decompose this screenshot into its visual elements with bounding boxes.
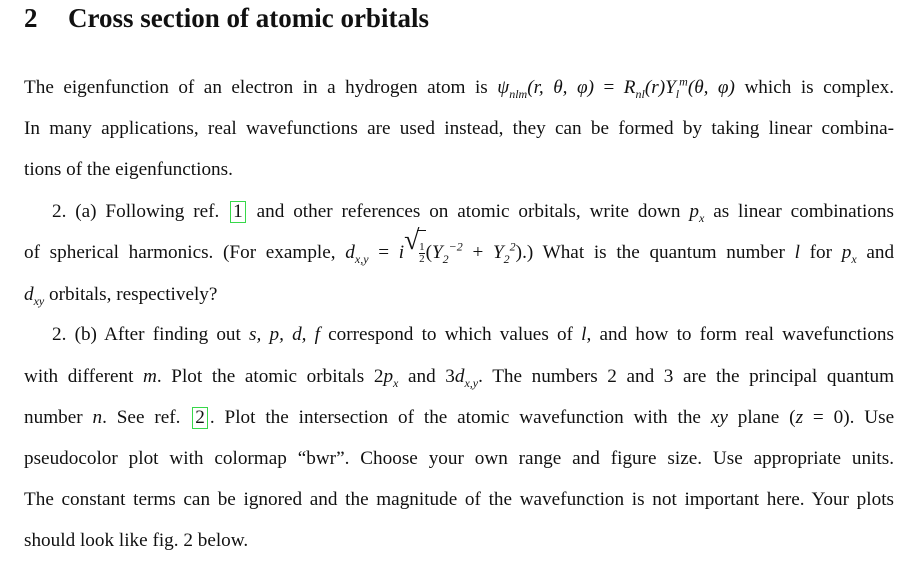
math-dxy-example: $d_{x,y} = i$ √ $\frac{1}{2}$ $(Y_2^{-2} + Y_2^2)$ xyxy=(345,225,523,266)
text-run: ). Use xyxy=(843,407,895,428)
text-run: 2. (b) After finding out xyxy=(52,324,241,345)
text-run: .) What is the quantum number xyxy=(522,242,785,263)
math-l: l xyxy=(794,242,800,263)
text-run: plane ( xyxy=(737,407,796,428)
text-run: . Plot the intersection of the atomic wavefunction with the xyxy=(209,407,701,428)
paragraph-1-line-3: tions of the eigenfunctions. xyxy=(24,159,233,180)
math-px: $p_x$ xyxy=(689,201,705,225)
text-run: and other references on atomic orbitals, write down xyxy=(256,201,681,222)
question-b-line-5: The constant terms can be ignored and the magnitude of the wavefunction is not important here. Your plots xyxy=(24,489,894,510)
text-run: for xyxy=(809,242,833,263)
text-run: orbitals, respectively? xyxy=(49,284,218,305)
math-xy: xy xyxy=(710,407,728,428)
math-m: m xyxy=(143,366,157,387)
math-l: l xyxy=(581,324,587,345)
math-3dxy: $3d_{x,y}$ xyxy=(445,366,479,390)
question-a-line-1 xyxy=(24,192,894,232)
question-b-line-2 xyxy=(24,357,894,397)
section-heading xyxy=(24,3,429,34)
math-z-equals-0: z = 0 xyxy=(795,407,844,428)
text-run: of spherical harmonics. (For example, xyxy=(24,242,336,263)
paragraph-1-line-2: In many applications, real wavefunctions are used instead, they can be formed by taking linear combina- xyxy=(24,118,894,139)
math-px: $p_x$ xyxy=(841,242,857,266)
text-run: . The numbers 2 and 3 are the principal quantum xyxy=(478,366,895,387)
question-b-line-6: should look like fig. 2 below. xyxy=(24,530,249,551)
math-dxy: $d_{xy}$ xyxy=(24,284,45,308)
text-run: as linear combinations xyxy=(713,201,894,222)
text-run: The eigenfunction of an electron in a hydrogen atom is xyxy=(24,77,488,98)
text-run: . See ref. xyxy=(102,407,181,428)
text-run: correspond to which values of xyxy=(328,324,573,345)
reference-link-2[interactable]: 2 xyxy=(192,407,208,429)
section-number: 2 xyxy=(24,3,38,33)
math-n: n xyxy=(92,407,103,428)
question-b-line-3 xyxy=(24,398,894,438)
math-2px: $2p_x$ xyxy=(373,366,399,390)
text-run: 2. (a) Following ref. xyxy=(52,201,220,222)
math-spdf: s, p, d, f xyxy=(249,324,320,345)
text-run: . Plot the atomic orbitals xyxy=(156,366,365,387)
reference-link-1[interactable]: 1 xyxy=(230,201,246,223)
question-a-line-3 xyxy=(24,275,894,315)
question-a-line-2 xyxy=(24,225,895,273)
text-run: with different xyxy=(24,366,134,387)
text-run: which is complex. xyxy=(744,77,894,98)
question-b-line-1 xyxy=(24,315,894,355)
text-run: and xyxy=(407,366,436,387)
question-b-line-4: pseudocolor plot with colormap “bwr”. Choose your own range and figure size. Use appropriate units. xyxy=(24,448,894,469)
math-psi-definition: $\psi_{nlm}(r$, θ, $\varphi) = R_{nl}(r)Y_l^m(\theta$, φ) xyxy=(497,74,735,101)
text-run: and xyxy=(866,242,895,263)
text-run: , and how to form real wavefunctions xyxy=(586,324,894,345)
section-title: Cross section of atomic orbitals xyxy=(68,3,429,33)
text-run: number xyxy=(24,407,83,428)
paragraph-1-line-1 xyxy=(24,68,894,108)
